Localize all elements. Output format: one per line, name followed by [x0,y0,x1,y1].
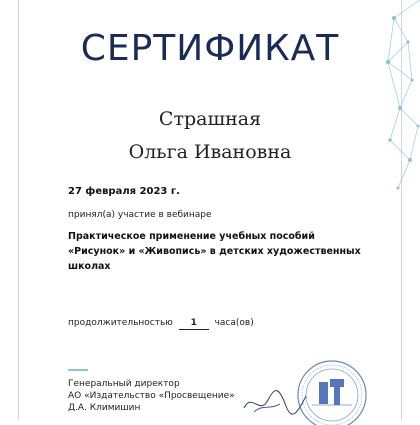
recipient-surname: Страшная [158,108,262,130]
publisher-seal-icon [292,355,372,425]
signatory-position: Генеральный директор [68,379,180,389]
event-date: 27 февраля 2023 г. [68,186,180,197]
signatory-name: Д.А. Климишин [68,403,141,413]
duration-label: продолжительностью [68,318,173,328]
duration-unit: часа(ов) [214,318,254,328]
participation-text: принял(а) участие в вебинаре [68,210,212,220]
certificate-title: СЕРТИФИКАТ [80,28,340,69]
duration-row [68,318,254,330]
recipient-given-names: Ольга Ивановна [128,141,292,163]
topic-line: «Рисунок» и «Живопись» в детских художественных [68,246,361,257]
signatory-block [68,378,235,414]
signature-divider [68,369,88,371]
topic-line: Практическое применение учебных пособий [68,231,315,242]
topic-line: школах [68,261,111,272]
webinar-topic [68,229,368,274]
duration-value: 1 [179,318,209,330]
signatory-organization: АО «Издательство «Просвещение» [68,391,235,401]
